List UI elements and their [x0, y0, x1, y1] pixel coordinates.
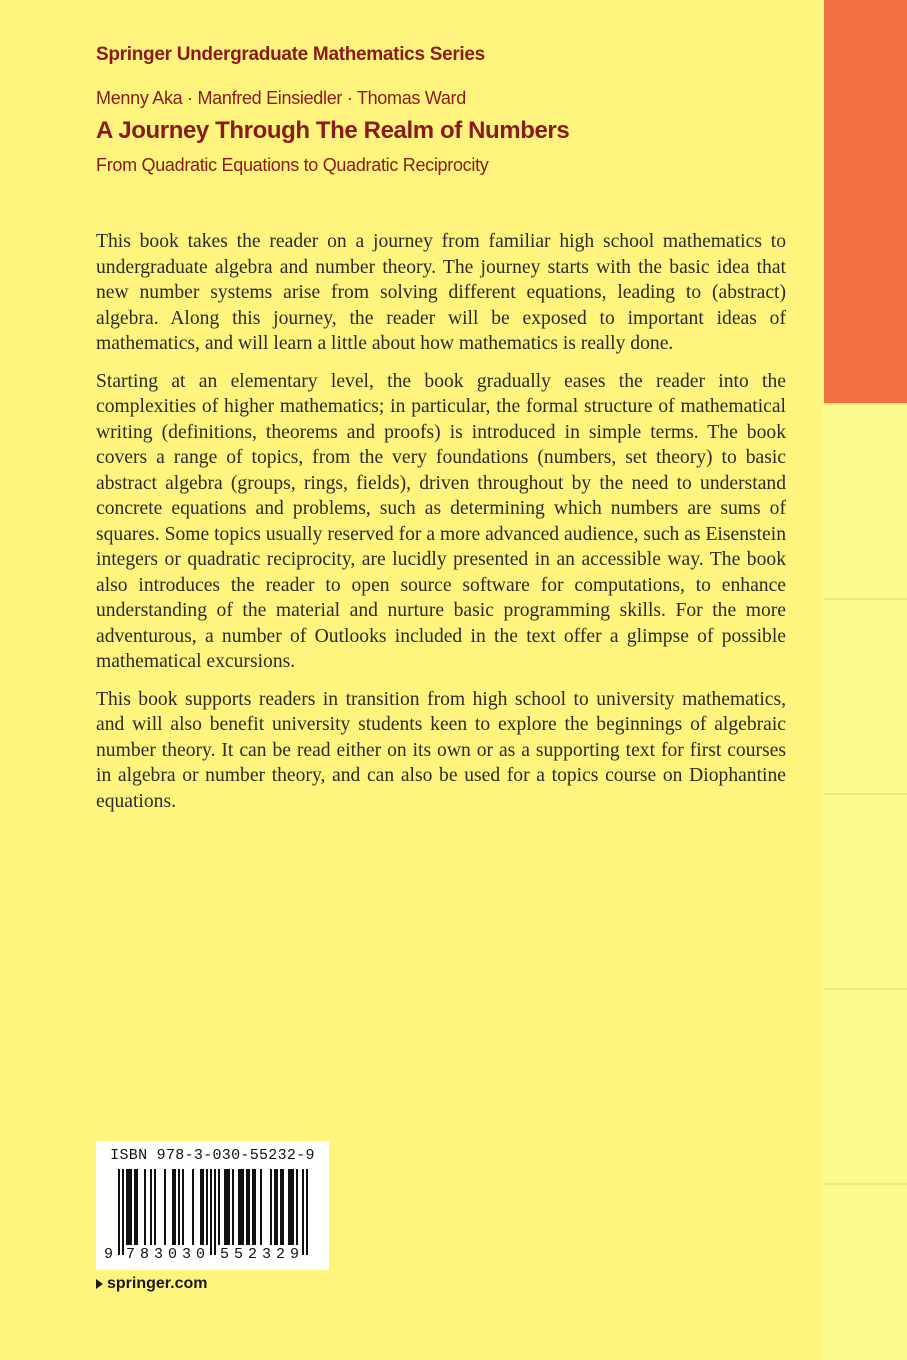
- barcode-guard-bar: [302, 1169, 304, 1255]
- barcode-bar: [254, 1169, 256, 1245]
- barcode-bar: [178, 1169, 180, 1245]
- barcode-bar: [134, 1169, 136, 1245]
- barcode-bar: [182, 1169, 184, 1245]
- barcode-bar: [136, 1169, 138, 1245]
- barcode-bar: [248, 1169, 250, 1245]
- barcode-digit: 3: [262, 1246, 272, 1263]
- barcode-bar: [192, 1169, 194, 1245]
- band-divider: [824, 1183, 907, 1185]
- barcode-bar: [206, 1169, 208, 1245]
- barcode-digit: 3: [182, 1246, 192, 1263]
- barcode-bar: [270, 1169, 272, 1245]
- barcode-bar: [200, 1169, 202, 1245]
- book-authors: Menny Aka · Manfred Einsiedler · Thomas Ward: [96, 88, 466, 108]
- barcode-bar: [240, 1169, 242, 1245]
- isbn-barcode: [96, 1141, 329, 1270]
- barcode-guard-bar: [214, 1169, 216, 1255]
- description-paragraph: Starting at an elementary level, the book gradually eases the reader into the complexities of higher mathematics; in particular, the formal structure of mathematical writing (definitions, theorems and proofs) is introduced in simple terms. The book covers a range of topics, from the very foundations (numbers, set theory) to basic abstract algebra (groups, rings, fields), driven throughout by the need to understand concrete equations and problems, such as determining which numbers are sums of squares. Some topics usually reserved for a more advanced audience, such as Eisenstein integers or quadratic reciprocity, are lucidly presented in an accessible way. The book also introduces the reader to open source software for computations, to enhance understanding of the material and nurture basic programming skills. For the more adventurous, a number of Outlooks included in the text offer a glimpse of possible mathematical excursions.: [96, 370, 786, 672]
- barcode-bar: [292, 1169, 294, 1245]
- barcode-bar: [128, 1169, 130, 1245]
- barcode-digit: 0: [168, 1246, 178, 1263]
- barcode-digit: 9: [104, 1246, 114, 1263]
- barcode-bar: [232, 1169, 234, 1245]
- barcode-digit: 2: [276, 1246, 286, 1263]
- barcode-guard-bar: [306, 1169, 308, 1255]
- barcode-bar: [174, 1169, 176, 1245]
- barcode-bar: [228, 1169, 230, 1245]
- barcode-digit: 2: [248, 1246, 258, 1263]
- isbn-label: ISBN 978-3-030-55232-9: [110, 1147, 315, 1164]
- barcode-digit: 5: [220, 1246, 230, 1263]
- barcode-bar: [280, 1169, 282, 1245]
- barcode-digit: 8: [140, 1246, 150, 1263]
- barcode-digit: 9: [290, 1246, 300, 1263]
- publisher-website[interactable]: [96, 1275, 207, 1293]
- barcode-bar: [150, 1169, 152, 1245]
- barcode-bar: [260, 1169, 262, 1245]
- barcode-bar: [282, 1169, 284, 1245]
- barcode-digit: 3: [154, 1246, 164, 1263]
- barcode-bar: [218, 1169, 220, 1245]
- series-title: Springer Undergraduate Mathematics Series: [96, 44, 485, 65]
- barcode-bar: [154, 1169, 156, 1245]
- barcode-bar: [224, 1169, 226, 1245]
- barcode-guard-bar: [210, 1169, 212, 1255]
- barcode-bar: [276, 1169, 278, 1245]
- barcode-bar: [274, 1169, 276, 1245]
- barcode-bar: [296, 1169, 298, 1245]
- barcode-bar: [130, 1169, 132, 1245]
- band-divider: [824, 598, 907, 600]
- book-description: [96, 229, 786, 826]
- orange-accent-block: [824, 0, 907, 403]
- barcode-bar: [202, 1169, 204, 1245]
- barcode-bar: [246, 1169, 248, 1245]
- website-label: springer.com: [107, 1275, 208, 1292]
- band-divider: [824, 988, 907, 990]
- barcode-bar: [288, 1169, 290, 1245]
- barcode-bar: [172, 1169, 174, 1245]
- barcode-bar: [242, 1169, 244, 1245]
- arrow-right-icon: [96, 1279, 103, 1289]
- book-title: A Journey Through The Realm of Numbers: [96, 117, 570, 144]
- barcode-digit: 7: [126, 1246, 136, 1263]
- barcode-bar: [252, 1169, 254, 1245]
- barcode-bar: [290, 1169, 292, 1245]
- barcode-bar: [164, 1169, 166, 1245]
- description-paragraph: This book takes the reader on a journey from familiar high school mathematics to undergraduate algebra and number theory. The journey starts with the basic idea that new number systems arise from solving different equations, leading to (abstract) algebra. Along this journey, the reader will be exposed to important ideas of mathematics, and will learn a little about how mathematics is really done.: [96, 231, 786, 354]
- barcode-bar: [226, 1169, 228, 1245]
- barcode-digit: 5: [234, 1246, 244, 1263]
- barcode-bar: [238, 1169, 240, 1245]
- barcode-digits: [96, 1246, 329, 1266]
- band-divider: [824, 403, 907, 405]
- barcode-guard-bar: [118, 1169, 120, 1255]
- barcode-bar: [144, 1169, 146, 1245]
- barcode-digit: 0: [196, 1246, 206, 1263]
- band-divider: [824, 793, 907, 795]
- book-subtitle: From Quadratic Equations to Quadratic Reciprocity: [96, 155, 489, 175]
- barcode-guard-bar: [122, 1169, 124, 1255]
- description-paragraph: This book supports readers in transition from high school to university mathematics, and will also benefit university students keen to explore the beginnings of algebraic number theory. It can be read either on its own or as a supporting text for first courses in algebra or number theory, and can also be used for a topics course on Diophantine equations.: [96, 688, 786, 812]
- barcode-bar: [126, 1169, 128, 1245]
